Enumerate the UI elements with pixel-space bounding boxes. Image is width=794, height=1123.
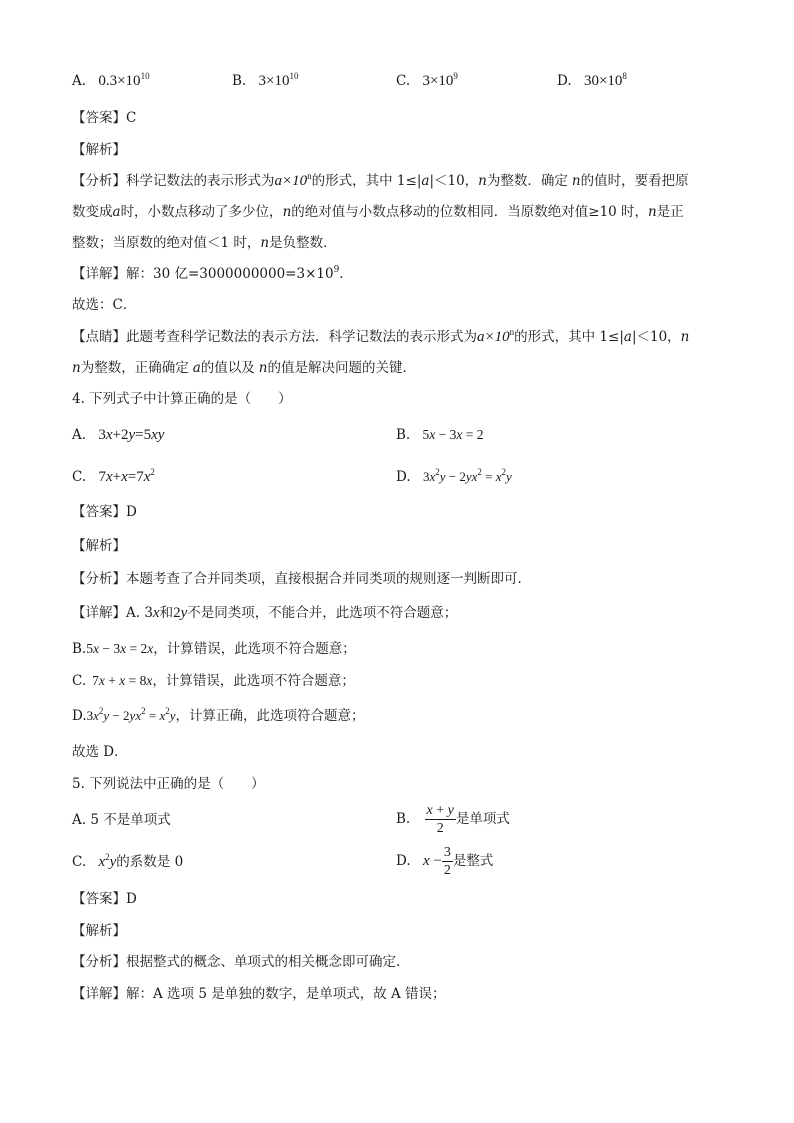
option-value: 3×10	[258, 73, 290, 89]
var-a: a	[112, 204, 121, 220]
option-label: C.	[72, 469, 87, 485]
q3-fenxi-line-1	[72, 172, 689, 190]
var-n: n	[260, 235, 270, 251]
detail-tag: 【详解】	[72, 986, 126, 1002]
answer-tag: 【答案】	[72, 110, 126, 126]
text: 整数；当原数的绝对值＜1 时，	[72, 235, 261, 251]
exponent: 8	[622, 71, 627, 81]
detail-tag: 【详解】	[72, 605, 126, 621]
q3-option-b	[232, 72, 298, 90]
q4-option-a	[72, 426, 164, 444]
text: 的值以及	[200, 360, 255, 376]
option-label: A.	[72, 73, 87, 89]
q4-detail-2: B.5x − 3x = 2x，计算错误，此选项不符合题意；	[72, 641, 356, 657]
var-n: n	[72, 360, 81, 376]
text: 的绝对值与小数点移动的位数相同．当原数绝对值≥10 时，	[291, 204, 649, 220]
option-math: 3x+2y=5xy	[98, 427, 165, 443]
option-label: B.	[396, 427, 411, 443]
q4-detail-3: C. 7x + x = 8x，计算错误，此选项不符合题意；	[72, 673, 355, 689]
text: 是正	[656, 204, 684, 220]
fenxi-tag: 【分析】	[72, 954, 126, 970]
var-n: n	[478, 173, 487, 189]
q3-dianjing-line-1	[72, 328, 689, 346]
q3-detail	[72, 265, 353, 283]
option-label: C.	[396, 73, 411, 89]
option-value: 0.3×10	[98, 73, 141, 89]
option-label: B.	[396, 811, 411, 827]
option-math: $3x^2y - 2yx^2 = x^2y$	[422, 467, 512, 484]
text: 根据整式的概念、单项式的相关概念即可确定.	[126, 954, 401, 970]
answer-value: C	[126, 110, 137, 126]
dianjing-tag: 【点睛】	[72, 329, 126, 345]
var-n: n	[258, 360, 268, 376]
option-label: D.	[396, 853, 411, 869]
text: 时，小数点移动了多少位，	[120, 204, 283, 220]
text: |＜10，	[631, 329, 681, 345]
q5-fenxi	[72, 953, 400, 971]
text: 本题考查了合并同类项，直接根据合并同类项的规则逐一判断即可．	[126, 571, 531, 587]
text: ，计算错误，此选项不符合题意；	[153, 641, 356, 657]
exponent: 10	[140, 71, 150, 81]
text: 是负整数．	[269, 235, 337, 251]
sci-form: $a\times 10^n$	[274, 171, 312, 189]
q4-analysis-tag: 【解析】	[72, 538, 126, 554]
q3-option-c	[396, 72, 458, 90]
text: C.	[72, 673, 87, 689]
text: 的值是解决问题的关键．	[267, 360, 416, 376]
text: ．	[339, 266, 353, 282]
q3-analysis-tag: 【解析】	[72, 142, 126, 158]
text: 不是同类项，不能合并，此选项不符合题意；	[187, 605, 458, 621]
option-math: $7x+x=7x^2$	[98, 467, 155, 485]
q5-option-b	[396, 802, 510, 837]
text: 此题考查科学记数法的表示方法．科学记数法的表示形式为	[126, 329, 477, 345]
option-label: A.	[72, 427, 87, 443]
answer-value: D	[126, 891, 137, 907]
exponent: 10	[289, 71, 299, 81]
q5-analysis-tag: 【解析】	[72, 923, 126, 939]
var-a: a	[421, 173, 430, 189]
fraction: $\frac{x + y}{2}$	[426, 803, 454, 836]
text: ，计算正确，此选项符合题意；	[175, 708, 365, 724]
text: A. 3	[126, 605, 153, 621]
text: 是整式	[452, 853, 494, 869]
q4-option-d	[396, 468, 512, 486]
q5-answer	[72, 890, 137, 908]
text: 和	[159, 605, 174, 621]
var-a: a	[192, 360, 201, 376]
q3-answer	[72, 109, 136, 127]
q3-dianjing-line-2	[72, 359, 416, 377]
exponent: 9	[453, 71, 458, 81]
q4-answer	[72, 503, 137, 521]
text: D.	[72, 708, 87, 724]
option-value: 3×10	[422, 73, 454, 89]
detail-tag: 【详解】	[72, 266, 126, 282]
text: 解：30 亿=3000000000=3×10	[126, 266, 334, 282]
text: 解：A 选项 5 是单独的数字，是单项式，故 A 错误；	[126, 986, 446, 1002]
q5-option-a: A. 5 不是单项式	[72, 812, 171, 828]
text: |＜10，	[429, 173, 479, 189]
var-n: n	[648, 204, 657, 220]
q4-stem: 4. 下列式子中计算正确的是（ ）	[72, 391, 292, 407]
q5-option-c: C. $x^2y$的系数是 0	[72, 852, 184, 870]
fenxi-tag: 【分析】	[72, 571, 126, 587]
option-label: D.	[396, 469, 411, 485]
option-value: 30×10	[583, 73, 623, 89]
text: 的形式，其中 1≤|	[514, 329, 624, 345]
text: 是单项式	[455, 811, 510, 827]
option-math: 5x − 3x = 2	[422, 427, 484, 442]
var-a: a	[623, 329, 632, 345]
q5-option-d: D. x − $\frac{3}{2}$ 是整式	[396, 845, 494, 878]
sci-form: $a\times 10^n$	[477, 327, 515, 345]
text: 为整数．确定	[486, 173, 568, 189]
q4-option-b	[396, 426, 484, 444]
text: 的系数是 0	[116, 854, 184, 870]
answer-value: D	[126, 504, 137, 520]
q4-detail-4: $D.3x^2y - 2yx^2 = x^2y$，计算正确，此选项符合题意；	[72, 706, 365, 724]
var-n: n	[282, 204, 292, 220]
fraction: $\frac{3}{2}$	[443, 845, 451, 878]
q3-fenxi-line-2	[72, 203, 684, 221]
answer-tag: 【答案】	[72, 504, 126, 520]
q4-choose: 故选 D．	[72, 744, 128, 760]
q5-detail	[72, 985, 446, 1003]
exponent: 9	[333, 265, 340, 275]
text: 为整数，正确确定	[80, 360, 189, 376]
q3-option-a	[72, 72, 150, 90]
q3-option-d	[557, 72, 627, 90]
q3-fenxi-line-3	[72, 234, 337, 252]
var-n: n	[571, 173, 581, 189]
q5-stem: 5. 下列说法中正确的是（ ）	[72, 776, 265, 792]
q4-detail-1: 【详解】A. 3x和2y不是同类项，不能合并，此选项不符合题意；	[72, 605, 458, 621]
option-label: B.	[232, 73, 247, 89]
var-n: n	[680, 329, 690, 345]
text: B.	[72, 641, 87, 657]
answer-tag: 【答案】	[72, 891, 126, 907]
text: 的形式，其中 1≤|	[311, 173, 422, 189]
q4-fenxi	[72, 570, 531, 588]
q4-option-c	[72, 468, 155, 486]
option-label: D.	[557, 73, 572, 89]
text: 的值时，要看把原	[580, 173, 689, 189]
text: ，计算错误，此选项不符合题意；	[152, 673, 355, 689]
text: 科学记数法的表示形式为	[126, 173, 275, 189]
option-label: C.	[72, 854, 87, 870]
fenxi-tag: 【分析】	[72, 173, 126, 189]
q3-choose: 故选：C．	[72, 297, 137, 313]
text: 数变成	[72, 204, 113, 220]
